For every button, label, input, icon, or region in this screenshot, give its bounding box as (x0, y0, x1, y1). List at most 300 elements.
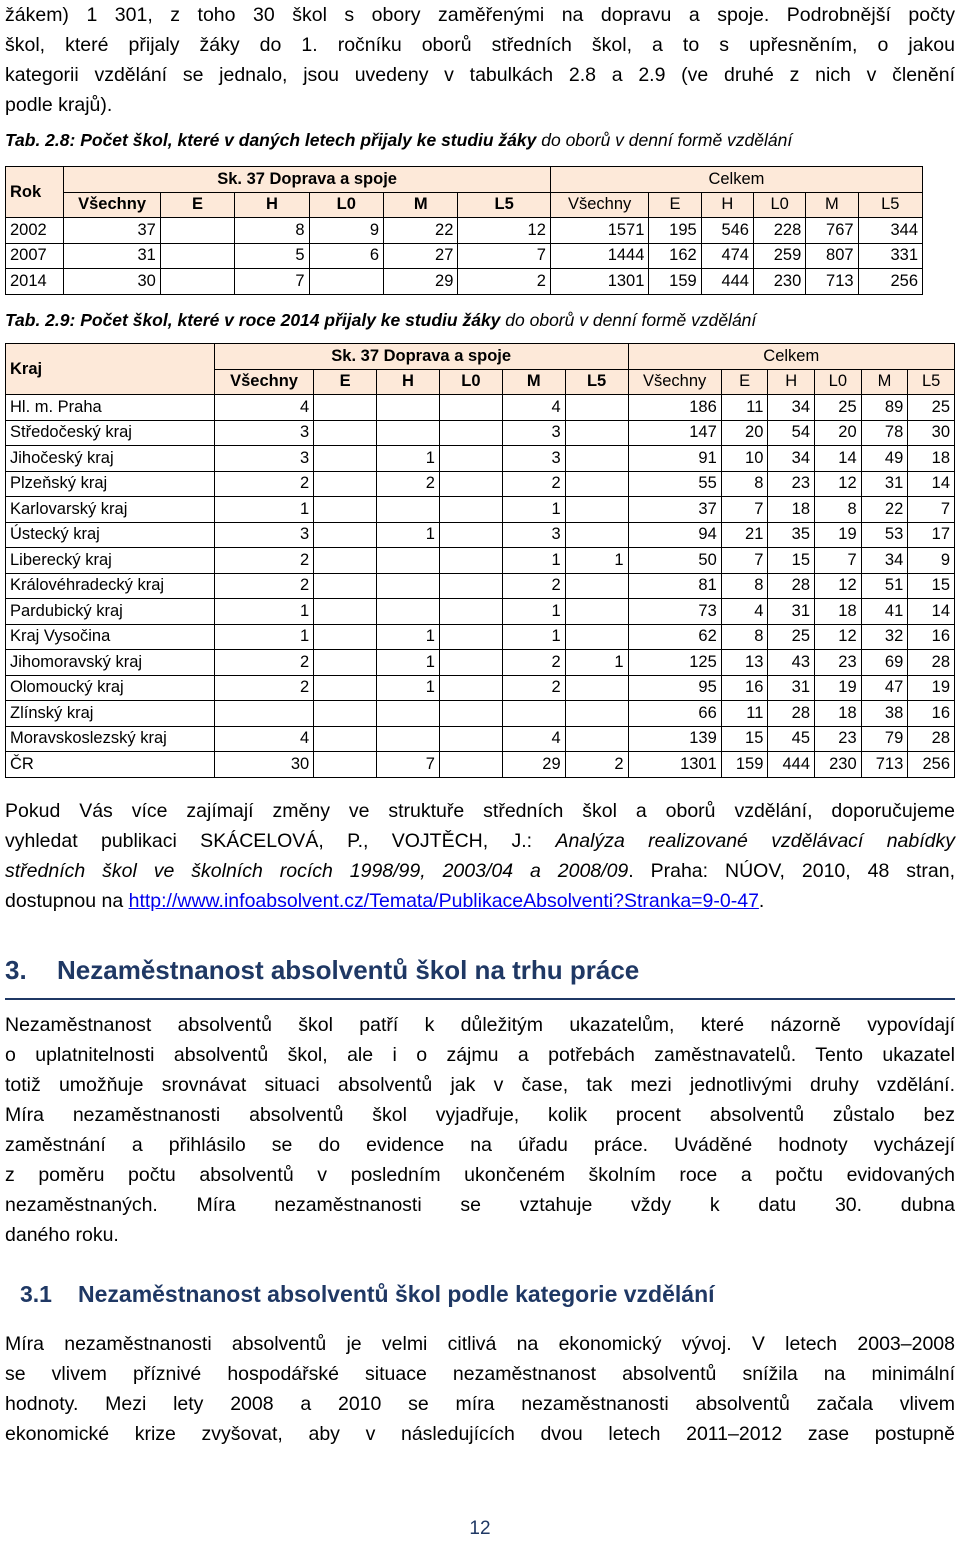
page-number: 12 (469, 1518, 491, 1539)
table-cell (314, 650, 377, 676)
table-cell: 30 (214, 752, 313, 778)
table-cell: 1 (377, 446, 440, 472)
table-cell: 43 (768, 650, 815, 676)
table-cell: 17 (908, 522, 955, 548)
table-row (6, 675, 955, 701)
table-cell: 16 (908, 624, 955, 650)
paragraph-line: se vlivem příznivé hospodářské situace nezaměstnanost absolventů snížila na minimální (5, 1363, 955, 1385)
column-header: Všechny (64, 192, 161, 218)
table-cell: 14 (908, 599, 955, 625)
table-cell: 53 (861, 522, 908, 548)
row-label: ČR (6, 752, 215, 778)
table-cell: 4 (214, 395, 313, 421)
table-cell: 139 (628, 726, 721, 752)
table-header-row (6, 167, 923, 193)
table-cell: 30 (64, 269, 161, 295)
table-cell: 31 (64, 243, 161, 269)
table-cell: 230 (815, 752, 862, 778)
table-cell (314, 675, 377, 701)
caption-bold: Tab. 2.9: Počet škol, které v roce 2014 přijaly ke studiu žáky (5, 310, 501, 330)
table-cell: 7 (721, 497, 768, 523)
table-cell: 49 (861, 446, 908, 472)
table-cell: 19 (815, 522, 862, 548)
caption-rest: do oborů v denní formě vzdělání (536, 130, 793, 150)
table-cell: 13 (721, 650, 768, 676)
section-3-1-heading (20, 1281, 715, 1308)
column-header: E (649, 192, 701, 218)
paragraph-line: ekonomické krize zvyšovat, aby v následujících dvou letech 2011–2012 zase postupně (5, 1423, 955, 1445)
column-header: L0 (439, 369, 502, 395)
table-cell: 12 (815, 573, 862, 599)
table-cell: 15 (768, 548, 815, 574)
table-cell: 41 (861, 599, 908, 625)
table-cell: 37 (64, 218, 161, 244)
table-cell: 69 (861, 650, 908, 676)
intro-line: kategorii vzdělání se jednalo, jsou uvedeny v tabulkách 2.8 a 2.9 (ve druhé z nich v členění (5, 64, 955, 86)
table-cell (377, 548, 440, 574)
table-cell: 159 (649, 269, 701, 295)
table-cell: 4 (502, 726, 565, 752)
table-cell (377, 726, 440, 752)
table-cell: 1 (565, 548, 628, 574)
table-cell (565, 675, 628, 701)
column-header: M (384, 192, 458, 218)
table-2-8 (5, 166, 923, 295)
table-cell: 34 (768, 395, 815, 421)
table-subheader-row (6, 192, 923, 218)
column-header: E (314, 369, 377, 395)
table-cell (160, 218, 234, 244)
table-cell: 31 (768, 599, 815, 625)
table-cell (160, 243, 234, 269)
table-cell: 3 (214, 522, 313, 548)
table-row (6, 395, 955, 421)
table-cell: 45 (768, 726, 815, 752)
table-cell (439, 726, 502, 752)
table-cell: 28 (908, 726, 955, 752)
table-cell (439, 752, 502, 778)
table-cell: 2 (214, 548, 313, 574)
table-row (6, 650, 955, 676)
table-cell: 19 (908, 675, 955, 701)
table-cell (565, 726, 628, 752)
table-cell (439, 522, 502, 548)
table-cell: 89 (861, 395, 908, 421)
row-label: Zlínský kraj (6, 701, 215, 727)
reference-line (5, 826, 955, 856)
table-cell (565, 573, 628, 599)
table-cell: 3 (502, 420, 565, 446)
table-cell: 28 (908, 650, 955, 676)
column-header: M (806, 192, 858, 218)
column-header: H (768, 369, 815, 395)
section-title: Nezaměstnanost absolventů škol na trhu práce (57, 955, 640, 985)
row-label: Hl. m. Praha (6, 395, 215, 421)
table-2-9 (5, 343, 955, 778)
table-cell: 21 (721, 522, 768, 548)
table-cell: 22 (384, 218, 458, 244)
table-cell: 1 (214, 599, 313, 625)
table-cell: 35 (768, 522, 815, 548)
table-cell: 3 (502, 446, 565, 472)
table-cell: 125 (628, 650, 721, 676)
paragraph-line: Míra nezaměstnanosti absolventů škol vyjadřuje, kolik procent absolventů zůstalo bez (5, 1104, 955, 1126)
paragraph-line: nezaměstnaných. Míra nezaměstnanosti se vztahuje vždy k datu 30. dubna (5, 1194, 955, 1216)
table-cell: 20 (815, 420, 862, 446)
table-cell: 230 (753, 269, 805, 295)
table-cell: 4 (502, 395, 565, 421)
table-cell: 11 (721, 701, 768, 727)
column-header: L0 (309, 192, 383, 218)
table-row (6, 471, 955, 497)
table-cell (314, 497, 377, 523)
table-cell: 28 (768, 701, 815, 727)
table-cell (377, 599, 440, 625)
table-row (6, 548, 955, 574)
table-cell: 29 (502, 752, 565, 778)
table-cell: 4 (721, 599, 768, 625)
table-cell: 55 (628, 471, 721, 497)
heading-underline (5, 998, 955, 1000)
table-cell (314, 624, 377, 650)
table-cell: 25 (768, 624, 815, 650)
table-cell: 3 (502, 522, 565, 548)
table-cell: 228 (753, 218, 805, 244)
row-label: Karlovarský kraj (6, 497, 215, 523)
publication-title: středních škol ve školních rocích 1998/99, 2003/04 a 2008/09 (5, 860, 629, 882)
table-cell: 1 (502, 624, 565, 650)
row-label: Plzeňský kraj (6, 471, 215, 497)
table-cell: 344 (858, 218, 922, 244)
publication-link[interactable]: http://www.infoabsolvent.cz/Temata/PublikaceAbsolventi?Stranka=9-0-47 (128, 890, 759, 912)
table-cell (314, 548, 377, 574)
table-row (6, 573, 955, 599)
table-cell (314, 599, 377, 625)
table-cell: 7 (908, 497, 955, 523)
caption-rest: do oborů v denní formě vzdělání (500, 310, 757, 330)
table-cell: 34 (861, 548, 908, 574)
paragraph-line: Míra nezaměstnanosti absolventů je velmi citlivá na ekonomický vývoj. V letech 2003–2008 (5, 1333, 955, 1355)
table-cell: 444 (768, 752, 815, 778)
intro-line: podle krajů). (5, 94, 113, 116)
column-header: H (235, 192, 309, 218)
table-cell (439, 650, 502, 676)
table-cell: 2 (214, 471, 313, 497)
column-header-rok: Rok (6, 167, 64, 218)
column-header: L0 (753, 192, 805, 218)
table-cell: 259 (753, 243, 805, 269)
table-cell: 9 (908, 548, 955, 574)
publication-title: Analýza realizované vzdělávací nabídky (555, 830, 955, 852)
row-label: Jihočeský kraj (6, 446, 215, 472)
table-cell: 12 (458, 218, 551, 244)
group-header-doprava: Sk. 37 Doprava a spoje (214, 344, 628, 370)
table-cell: 713 (806, 269, 858, 295)
table-row (6, 752, 955, 778)
table-cell: 474 (701, 243, 753, 269)
table-cell (565, 701, 628, 727)
table-cell (565, 420, 628, 446)
table-cell: 19 (815, 675, 862, 701)
table-cell (565, 599, 628, 625)
table-cell (439, 548, 502, 574)
row-label: Ústecký kraj (6, 522, 215, 548)
table-cell: 2 (214, 675, 313, 701)
table-cell (314, 395, 377, 421)
table-cell: 7 (721, 548, 768, 574)
table-cell: 10 (721, 446, 768, 472)
reference-paragraph (5, 796, 955, 916)
reference-text: . Praha: NÚOV, 2010, 48 stran, (628, 860, 955, 882)
column-header: M (502, 369, 565, 395)
table-cell: 7 (815, 548, 862, 574)
table-cell: 1 (502, 599, 565, 625)
table-cell: 1 (502, 497, 565, 523)
table-cell: 6 (309, 243, 383, 269)
table-cell: 1 (377, 675, 440, 701)
paragraph-line: hodnoty. Mezi lety 2008 a 2010 se míra nezaměstnanosti absolventů začala vlivem (5, 1393, 955, 1415)
table-cell: 18 (768, 497, 815, 523)
table-row (6, 497, 955, 523)
row-label: Liberecký kraj (6, 548, 215, 574)
table-cell (314, 522, 377, 548)
table-cell: 5 (235, 243, 309, 269)
table-cell: 1 (502, 548, 565, 574)
table-cell: 16 (721, 675, 768, 701)
column-header: Všechny (628, 369, 721, 395)
table-cell (565, 471, 628, 497)
column-header: H (701, 192, 753, 218)
table-2-9-caption (5, 310, 756, 331)
table-cell (314, 701, 377, 727)
table-cell: 14 (908, 471, 955, 497)
section-number: 3.1 (20, 1281, 52, 1307)
table-cell: 54 (768, 420, 815, 446)
section-title: Nezaměstnanost absolventů škol podle kategorie vzdělání (78, 1281, 715, 1307)
table-cell: 16 (908, 701, 955, 727)
table-cell: 28 (768, 573, 815, 599)
table-cell: 8 (721, 573, 768, 599)
table-cell (314, 726, 377, 752)
section-3-paragraph (5, 1010, 955, 1250)
table-cell: 94 (628, 522, 721, 548)
paragraph-line: z poměru počtu absolventů v posledním ukončeném školním roce a počtu evidovaných (5, 1164, 955, 1186)
table-cell: 7 (458, 243, 551, 269)
column-header-kraj: Kraj (6, 344, 215, 395)
table-row (6, 218, 923, 244)
table-cell: 3 (214, 446, 313, 472)
table-cell: 37 (628, 497, 721, 523)
column-header: E (160, 192, 234, 218)
table-cell: 62 (628, 624, 721, 650)
paragraph-line: o uplatnitelnosti absolventů škol, ale i o zájmu a potřebách zaměstnavatelů. Tento ukazatel (5, 1044, 955, 1066)
group-header-celkem: Celkem (550, 167, 922, 193)
table-cell: 9 (309, 218, 383, 244)
table-cell: 20 (721, 420, 768, 446)
table-cell: 27 (384, 243, 458, 269)
table-cell (314, 471, 377, 497)
reference-text: . (758, 890, 765, 912)
table-cell: 1301 (628, 752, 721, 778)
table-cell: 2 (502, 471, 565, 497)
table-cell: 8 (235, 218, 309, 244)
reference-line: Pokud Vás více zajímají změny ve struktuře středních škol a oborů vzdělání, doporučujeme (5, 800, 955, 822)
table-cell: 31 (768, 675, 815, 701)
row-label: Středočeský kraj (6, 420, 215, 446)
table-cell: 2 (214, 573, 313, 599)
table-cell (439, 395, 502, 421)
table-cell: 15 (721, 726, 768, 752)
table-cell: 1 (377, 624, 440, 650)
section-3-1-paragraph (5, 1329, 955, 1449)
table-cell (314, 446, 377, 472)
table-cell: 444 (701, 269, 753, 295)
table-cell (439, 701, 502, 727)
table-cell (377, 395, 440, 421)
table-cell: 186 (628, 395, 721, 421)
table-cell (314, 420, 377, 446)
table-cell: 2 (458, 269, 551, 295)
table-cell: 2 (502, 573, 565, 599)
column-header: Všechny (550, 192, 649, 218)
column-header: L5 (458, 192, 551, 218)
intro-paragraph (5, 0, 955, 120)
table-row (6, 624, 955, 650)
table-cell (377, 420, 440, 446)
table-cell: 12 (815, 471, 862, 497)
table-cell (439, 675, 502, 701)
table-cell: 2 (565, 752, 628, 778)
table-cell: 7 (377, 752, 440, 778)
table-cell: 546 (701, 218, 753, 244)
section-number: 3. (5, 955, 27, 985)
table-cell: 51 (861, 573, 908, 599)
table-cell (439, 624, 502, 650)
table-cell: 331 (858, 243, 922, 269)
table-row (6, 420, 955, 446)
table-cell: 1 (214, 497, 313, 523)
paragraph-line: daného roku. (5, 1224, 119, 1246)
table-row (6, 243, 923, 269)
table-cell (565, 522, 628, 548)
row-label: Moravskoslezský kraj (6, 726, 215, 752)
table-cell: 256 (858, 269, 922, 295)
row-label: 2007 (6, 243, 64, 269)
table-row (6, 701, 955, 727)
table-cell: 8 (815, 497, 862, 523)
table-row (6, 522, 955, 548)
column-header: L5 (908, 369, 955, 395)
table-cell: 2 (502, 650, 565, 676)
caption-bold: Tab. 2.8: Počet škol, které v daných letech přijaly ke studiu žáky (5, 130, 537, 150)
row-label: Kraj Vysočina (6, 624, 215, 650)
table-cell: 1444 (550, 243, 649, 269)
row-label: Olomoucký kraj (6, 675, 215, 701)
paragraph-line: zaměstnání a přihlásilo se do evidence na úřadu práce. Uváděné hodnoty vycházejí (5, 1134, 955, 1156)
table-cell: 2 (377, 471, 440, 497)
table-cell (439, 471, 502, 497)
table-cell: 1 (565, 650, 628, 676)
column-header: E (721, 369, 768, 395)
row-label: Pardubický kraj (6, 599, 215, 625)
table-cell: 12 (815, 624, 862, 650)
table-cell: 18 (815, 599, 862, 625)
table-cell: 50 (628, 548, 721, 574)
table-cell: 23 (815, 726, 862, 752)
table-cell: 22 (861, 497, 908, 523)
table-cell: 31 (861, 471, 908, 497)
table-cell: 23 (815, 650, 862, 676)
column-header: L0 (815, 369, 862, 395)
table-cell: 81 (628, 573, 721, 599)
column-header: Všechny (214, 369, 313, 395)
table-cell (439, 497, 502, 523)
table-cell: 14 (815, 446, 862, 472)
table-cell: 3 (214, 420, 313, 446)
table-cell: 18 (815, 701, 862, 727)
row-label: Královéhradecký kraj (6, 573, 215, 599)
table-cell: 8 (721, 471, 768, 497)
table-cell (439, 573, 502, 599)
table-cell: 34 (768, 446, 815, 472)
table-cell: 38 (861, 701, 908, 727)
table-row (6, 269, 923, 295)
group-header-doprava: Sk. 37 Doprava a spoje (64, 167, 551, 193)
table-cell: 25 (815, 395, 862, 421)
reference-text: vyhledat publikaci SKÁCELOVÁ, P., VOJTĚCH, J.: (5, 830, 556, 852)
table-cell: 767 (806, 218, 858, 244)
group-header-celkem: Celkem (628, 344, 954, 370)
table-cell (565, 624, 628, 650)
table-cell: 2 (214, 650, 313, 676)
table-cell (377, 573, 440, 599)
column-header: L5 (858, 192, 922, 218)
table-cell: 4 (214, 726, 313, 752)
row-label: 2014 (6, 269, 64, 295)
table-cell: 713 (861, 752, 908, 778)
table-cell: 159 (721, 752, 768, 778)
table-row (6, 599, 955, 625)
table-cell: 1301 (550, 269, 649, 295)
intro-line: žákem) 1 301, z toho 30 škol s obory zaměřenými na dopravu a spoje. Podrobnější počty (5, 4, 955, 26)
table-cell: 32 (861, 624, 908, 650)
table-cell: 23 (768, 471, 815, 497)
column-header: M (861, 369, 908, 395)
table-cell: 29 (384, 269, 458, 295)
row-label: Jihomoravský kraj (6, 650, 215, 676)
table-cell: 2 (502, 675, 565, 701)
reference-text: dostupnou na (5, 890, 129, 912)
table-cell: 79 (861, 726, 908, 752)
table-cell (309, 269, 383, 295)
table-cell (565, 497, 628, 523)
table-cell: 66 (628, 701, 721, 727)
table-cell (565, 395, 628, 421)
table-cell: 1 (377, 650, 440, 676)
table-cell: 30 (908, 420, 955, 446)
table-cell (214, 701, 313, 727)
section-3-heading (5, 955, 639, 986)
table-row (6, 446, 955, 472)
table-cell: 162 (649, 243, 701, 269)
table-cell (439, 420, 502, 446)
table-cell: 15 (908, 573, 955, 599)
table-row (6, 726, 955, 752)
table-cell: 1571 (550, 218, 649, 244)
table-cell (160, 269, 234, 295)
table-cell: 1 (214, 624, 313, 650)
table-cell (314, 573, 377, 599)
